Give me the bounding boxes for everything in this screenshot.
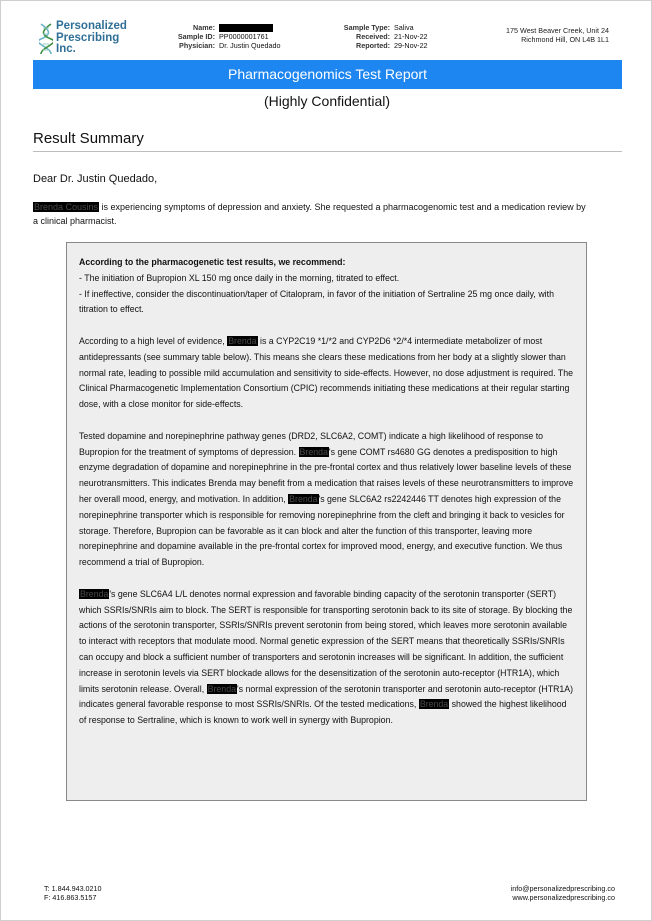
redacted-patient-name: Brenda xyxy=(207,683,236,694)
sample-type-value: Saliva xyxy=(394,23,414,32)
serotonin-paragraph: Brenda's gene SLC6A4 L/L denotes normal expression and favorable binding capacity of the serotonin transporter (SERT) which SSRIs/SNRIs aim to block. The SERT is responsible for transporting serotonin back to its site of storage. By blocking the actions of the serotonin transporter, SSRIs/SNRIs prevent serotonin from being stored, which leaves more serotonin available to interact with receptors that modulate mood. Normal genetic expression of the SERT means that theoretically SSRIs/SNRIs can occupy and block a sufficient number of transporters and serotonin increases will be significant. In addition, the sufficient increase in serotonin levels via SERT blockade allows for the desensitization of the serotonin auto-receptor (HTR1A), which limits serotonin release. Overall, Brenda's normal expression of the serotonin transporter and serotonin auto-receptor (HTR1A) indicates general favorable response to most SSRIs/SNRIs. Of the tested medications, Brenda showed the highest likelihood of response to Sertraline, which is known to work well in synergy with Bupropion. xyxy=(79,588,574,726)
physician-label: Physician: xyxy=(179,41,215,51)
sample-id-label: Sample ID: xyxy=(177,32,215,42)
recommendation-box xyxy=(66,242,587,801)
redacted-patient-name: Brenda xyxy=(299,446,328,457)
metabolizer-paragraph: According to a high level of evidence, Brenda is a CYP2C19 *1/*2 and CYP2D6 *2/*4 intermediate metabolizer of most antidepressants (see summary table below). This means she clears these medications from her body at a slightly slower than normal rate, leading to possible mild accumulation and sensitivity to side-effects. However, no dose adjustment is required. The Clinical Pharmacogenetic Implementation Consortium (CPIC) recommends initiating these medications at their regular starting dose, with a close monitor for side-effects. xyxy=(79,335,574,410)
footer-fax: F: 416.863.5157 xyxy=(44,893,97,902)
footer-website[interactable]: www.personalizedprescribing.co xyxy=(512,893,615,902)
greeting: Dear Dr. Justin Quedado, xyxy=(33,173,158,185)
footer-web xyxy=(511,884,615,902)
sample-info xyxy=(336,23,428,50)
logo-text: Personalized Prescribing Inc. xyxy=(56,20,127,55)
redacted-name xyxy=(219,24,273,32)
redacted-patient-name: Brenda Cousins xyxy=(34,202,99,212)
section-title: Result Summary xyxy=(33,130,144,147)
report-subtitle: (Highly Confidential) xyxy=(263,93,391,109)
dopamine-paragraph: Tested dopamine and norepinephrine pathway genes (DRD2, SLC6A2, COMT) indicate a high likelihood of response to Bupropion for the treatment of symptoms of depression. Brenda's gene COMT rs4680 GG denotes a predisposition to high enzyme degradation of dopamine and norepinephrine in the pre-frontal cortex and thus relatively lower baseline levels of these neurotransmitters. This indicates Brenda may benefit from a medication that raises levels of these neurotransmitters to improve her overall mood, energy, and motivation. In addition, Brenda's gene SLC6A2 rs2242446 TT denotes high expression of the norepinephrine transporter which is responsible for removing norepinephrine from the cleft and bringing it back to vesicles for storage. Therefore, Bupropion can be favorable as it can block and alter the function of this transporter, leaving more norepinephrine and dopamine available in the pre-frontal cortex for improved mood, energy, and executive function. We thus recommend a trial of Bupropion. xyxy=(79,430,574,568)
section-divider xyxy=(33,151,622,152)
company-address: 175 West Beaver Creek, Unit 24 Richmond Hill, ON L4B 1L1 xyxy=(506,26,609,44)
footer-contact xyxy=(44,884,102,902)
name-label: Name: xyxy=(193,23,215,32)
recommendation-item: - The initiation of Bupropion XL 150 mg once daily in the morning, titrated to effect. xyxy=(79,272,400,283)
reported-label: Reported: xyxy=(356,41,390,50)
sample-id-value: PP0000001761 xyxy=(219,32,269,42)
redacted-patient-name: Brenda xyxy=(419,699,449,710)
received-value: 21-Nov-22 xyxy=(394,32,428,41)
sample-type-label: Sample Type: xyxy=(343,23,390,32)
dna-helix-icon xyxy=(39,23,53,55)
redacted-patient-name: Brenda xyxy=(80,588,109,599)
redacted-patient-name: Brenda xyxy=(289,493,318,504)
footer-email[interactable]: info@personalizedprescribing.co xyxy=(510,884,615,893)
intro-paragraph: Brenda Cousins is experiencing symptoms of depression and anxiety. She requested a pharmacogenomic test and a medication review by a clinical pharmacist. xyxy=(33,202,586,226)
footer-phone: T: 1.844.943.0210 xyxy=(44,884,102,893)
patient-info xyxy=(171,23,281,50)
redacted-patient-name: Brenda xyxy=(228,335,257,346)
recommendation-item: - If ineffective, consider the discontinuation/taper of Citalopram, in favor of the initiation of Sertraline 25 mg once daily, with titration to effect. xyxy=(79,288,554,315)
physician-value: Dr. Justin Quedado xyxy=(219,41,281,51)
recommendation-heading: According to the pharmacogenetic test results, we recommend: xyxy=(79,257,346,267)
received-label: Received: xyxy=(356,32,390,41)
reported-value: 29-Nov-22 xyxy=(394,41,428,50)
report-title-banner: Pharmacogenomics Test Report xyxy=(33,60,622,89)
company-logo xyxy=(39,21,159,57)
